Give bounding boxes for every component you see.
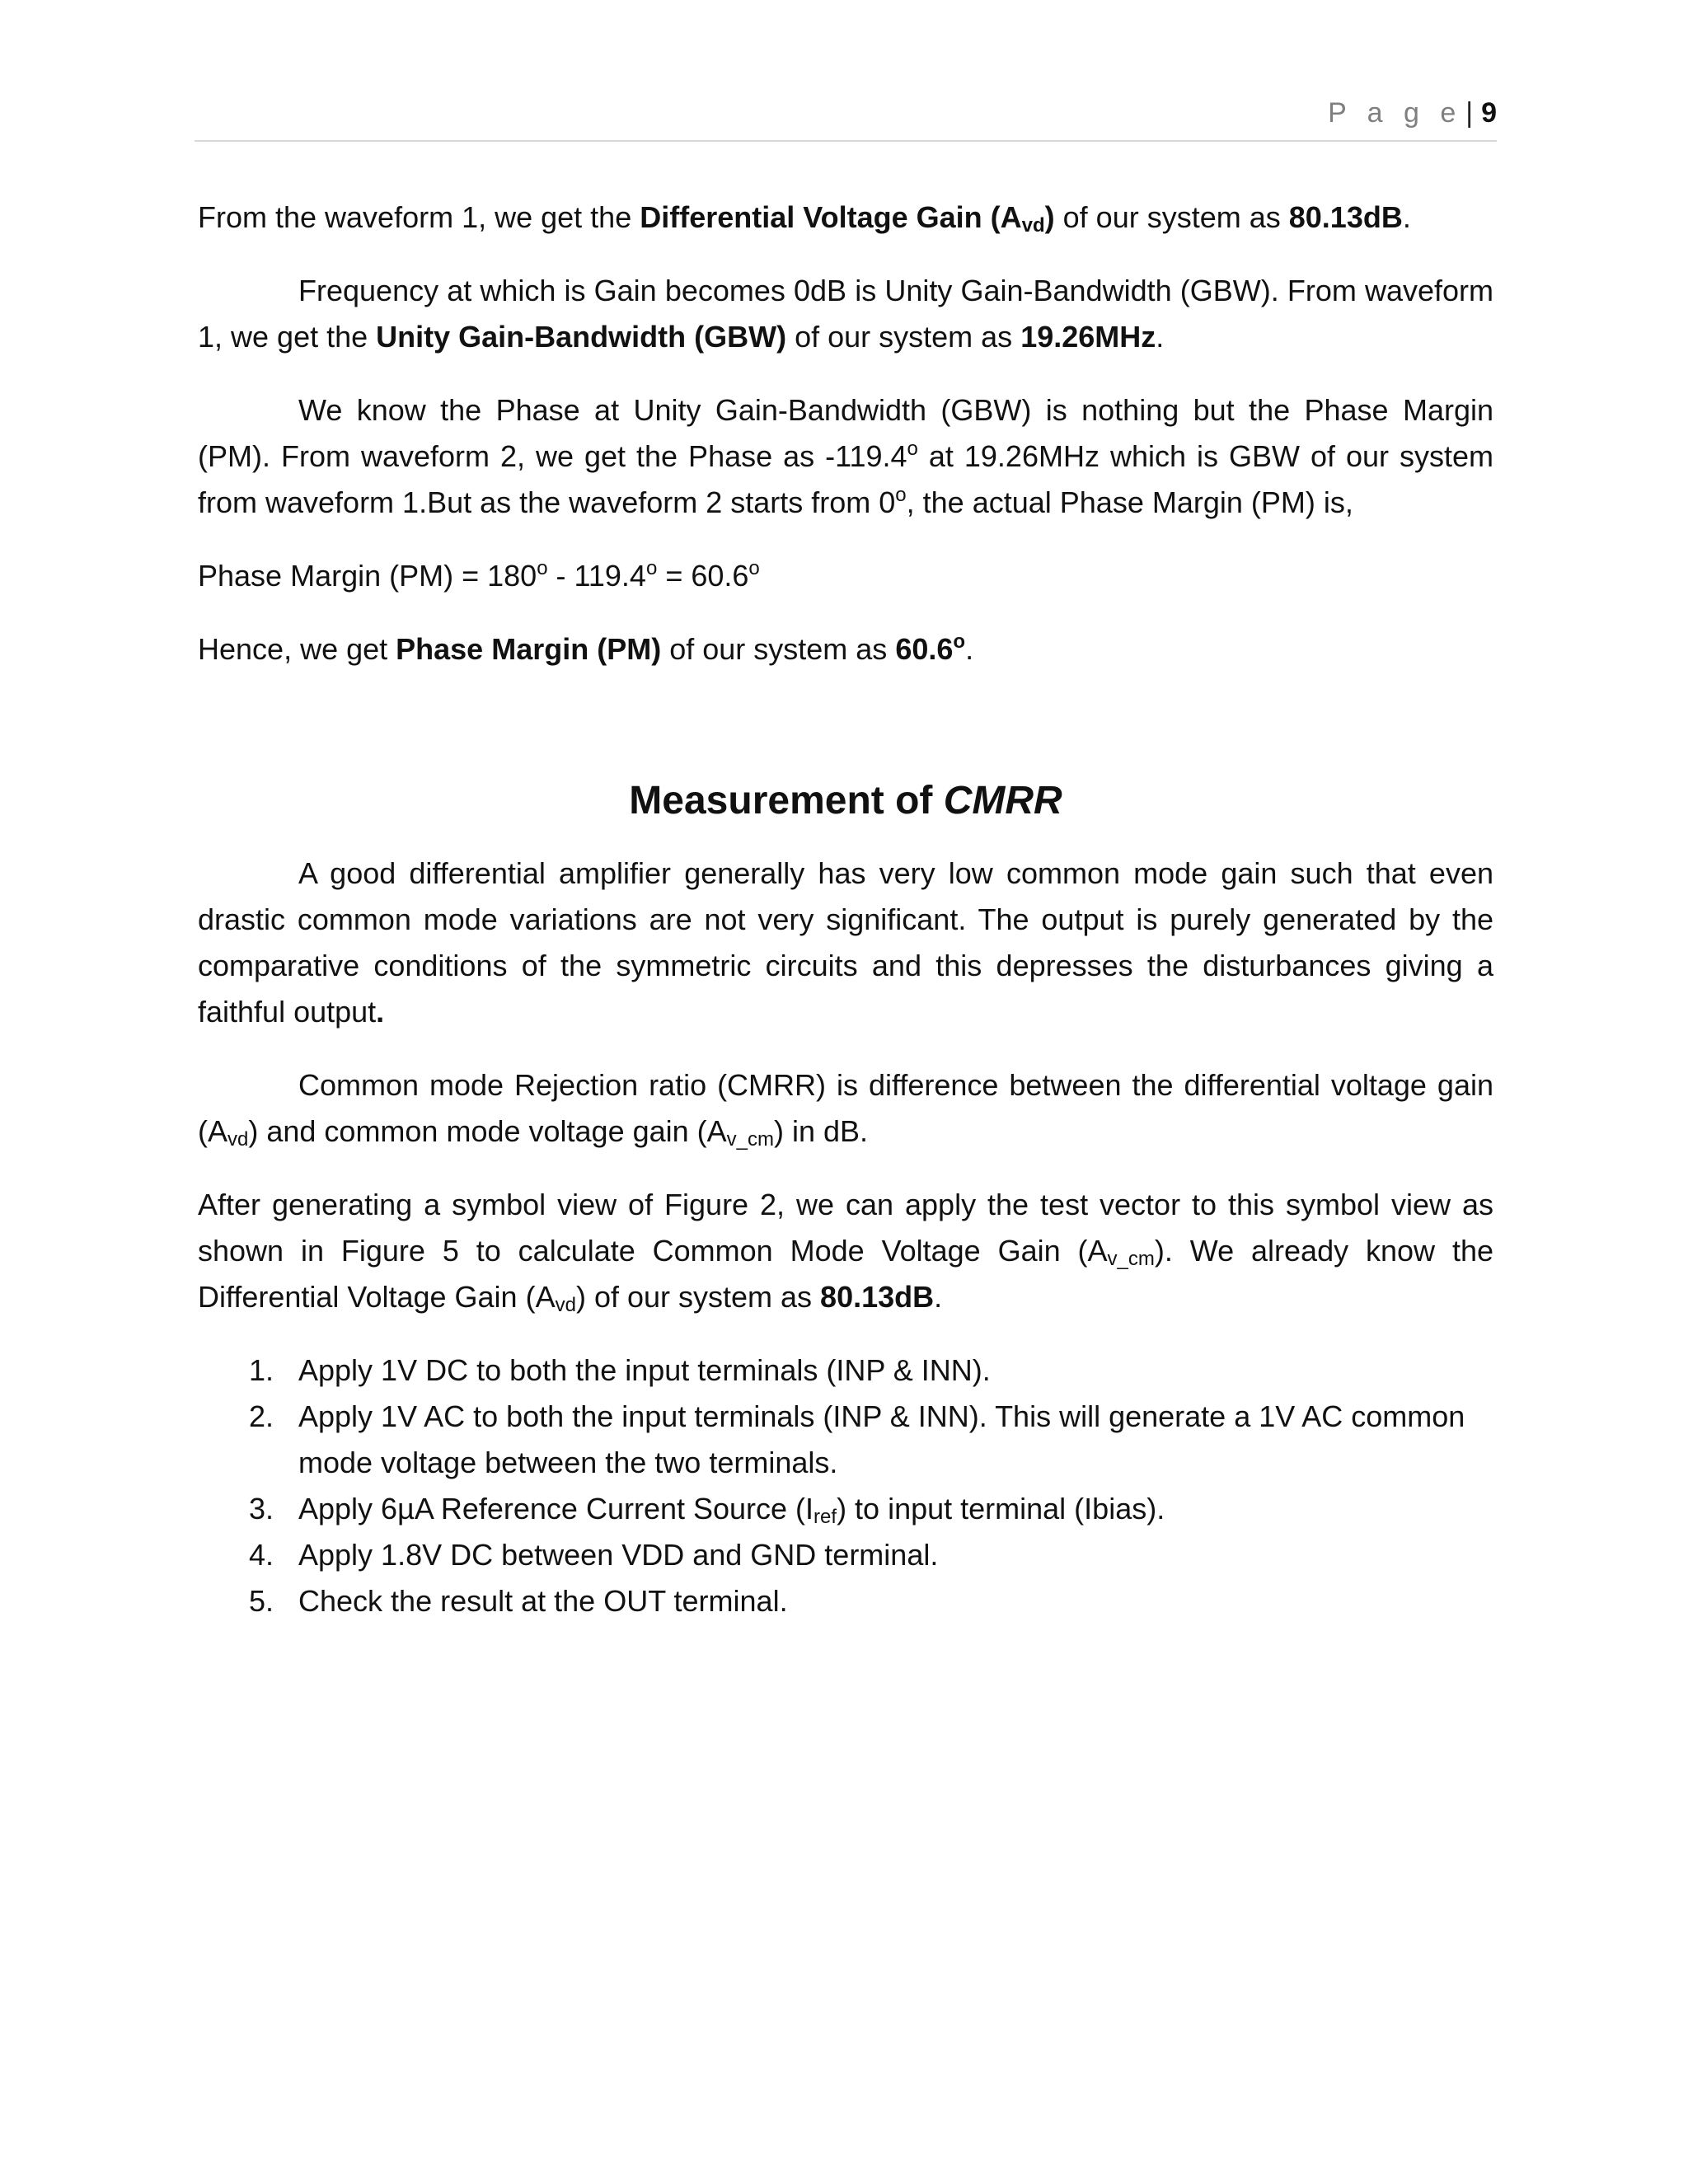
degree-symbol: o bbox=[895, 484, 907, 506]
list-item: 1. Apply 1V DC to both the input terminals (INP & INN). bbox=[249, 1353, 991, 1387]
page-label-separator: | bbox=[1465, 97, 1474, 129]
text: of our system as bbox=[1054, 200, 1289, 234]
paragraph-differential-gain: From the waveform 1, we get the Differential Voltage Gain $(A_{vd})$ of our system as 80.13dB. bbox=[198, 200, 1411, 237]
heading-italic: CMRR bbox=[943, 779, 1062, 823]
document-body bbox=[198, 194, 1493, 1624]
page-number-label bbox=[1328, 97, 1497, 129]
paragraph-phase bbox=[198, 387, 1493, 526]
degree-symbol: o bbox=[645, 557, 658, 579]
page-label-text: P a g e bbox=[1328, 97, 1463, 129]
section-heading: Measurement of CMRR bbox=[629, 779, 1062, 823]
paragraph-test-vector: After generating a symbol view of Figure 2, we can apply the test vector to this symbol view as shown in Figure 5 to calculate Common Mode Voltage Gain $(A_{v\_cm})$. We already know the Differential Voltage Gain $(A_{vd})$ of our system as 80.13dB. bbox=[198, 1188, 1493, 1316]
steps-list bbox=[198, 1347, 1493, 1624]
text: , the actual Phase Margin (PM) is, bbox=[906, 485, 1353, 519]
bold-term: Differential Voltage Gain $(A_{vd})$ bbox=[640, 200, 1055, 237]
bold-value: 80.13dB bbox=[1288, 200, 1403, 234]
list-item: 5. Check the result at the OUT terminal. bbox=[249, 1584, 788, 1618]
list-item: 2. Apply 1V AC to both the input terminals (INP & INN). This will generate a 1V AC common mode voltage between the two terminals. bbox=[249, 1399, 1465, 1479]
bold-value: 19.26MHz bbox=[1020, 320, 1156, 354]
text: From the waveform 1, we get the bbox=[198, 200, 640, 234]
paragraph-gbw: Frequency at which is Gain becomes 0dB is Unity Gain-Bandwidth (GBW). From waveform 1, we get the Unity Gain-Bandwidth (GBW) of our system as 19.26MHz. bbox=[198, 274, 1493, 354]
list-item: 3. Apply 6µA Reference Current Source $(I_{ref})$ to input terminal (Ibias). bbox=[249, 1492, 1165, 1528]
bold-value: 80.13dB bbox=[820, 1280, 935, 1314]
text: We know the Phase at Unity Gain-Bandwidth (GBW) is nothing but the Phase Margin (PM). From waveform 2, we get the Phase as -119.4 bbox=[198, 393, 1493, 473]
paragraph-cmrr-definition: Common mode Rejection ratio (CMRR) is difference between the differential voltage gain $(A_{vd})$ and common mode voltage gain $(A_{v\_cm})$ in dB. bbox=[198, 1068, 1493, 1151]
paragraph-differential-amplifier: A good differential amplifier generally has very low common mode gain such that even drastic common mode variations are not very significant. The output is purely generated by the comparative conditions of the symmetric circuits and this depresses the disturbances giving a faithful output. bbox=[198, 856, 1493, 1029]
bold-term: Phase Margin (PM) bbox=[396, 632, 662, 666]
bold-value: 60.6$^o$ bbox=[895, 630, 966, 666]
degree-symbol: o bbox=[537, 557, 548, 579]
bold-term: Unity Gain-Bandwidth (GBW) bbox=[376, 320, 787, 354]
text: of our system as bbox=[786, 320, 1021, 354]
page-header bbox=[195, 97, 1497, 142]
text: at 19.26MHz which is GBW of our system from waveform 1.But as the waveform 2 starts from 0 bbox=[198, 439, 1493, 519]
page-number: 9 bbox=[1481, 97, 1497, 129]
paragraph-phase-margin-formula: Phase Margin $(PM) = 180^o - 119.4^o = 60.6^o$ bbox=[198, 557, 760, 593]
text: Frequency at which is Gain becomes 0dB is Unity Gain-Bandwidth (GBW). From waveform 1, we get the bbox=[198, 274, 1493, 354]
degree-symbol: o bbox=[907, 438, 918, 460]
paragraph-phase-margin-result: Hence, we get Phase Margin (PM) of our system as 60.6$^o$. bbox=[198, 630, 974, 666]
list-item: 4. Apply 1.8V DC between VDD and GND terminal. bbox=[249, 1538, 939, 1572]
degree-symbol: o bbox=[748, 557, 760, 579]
